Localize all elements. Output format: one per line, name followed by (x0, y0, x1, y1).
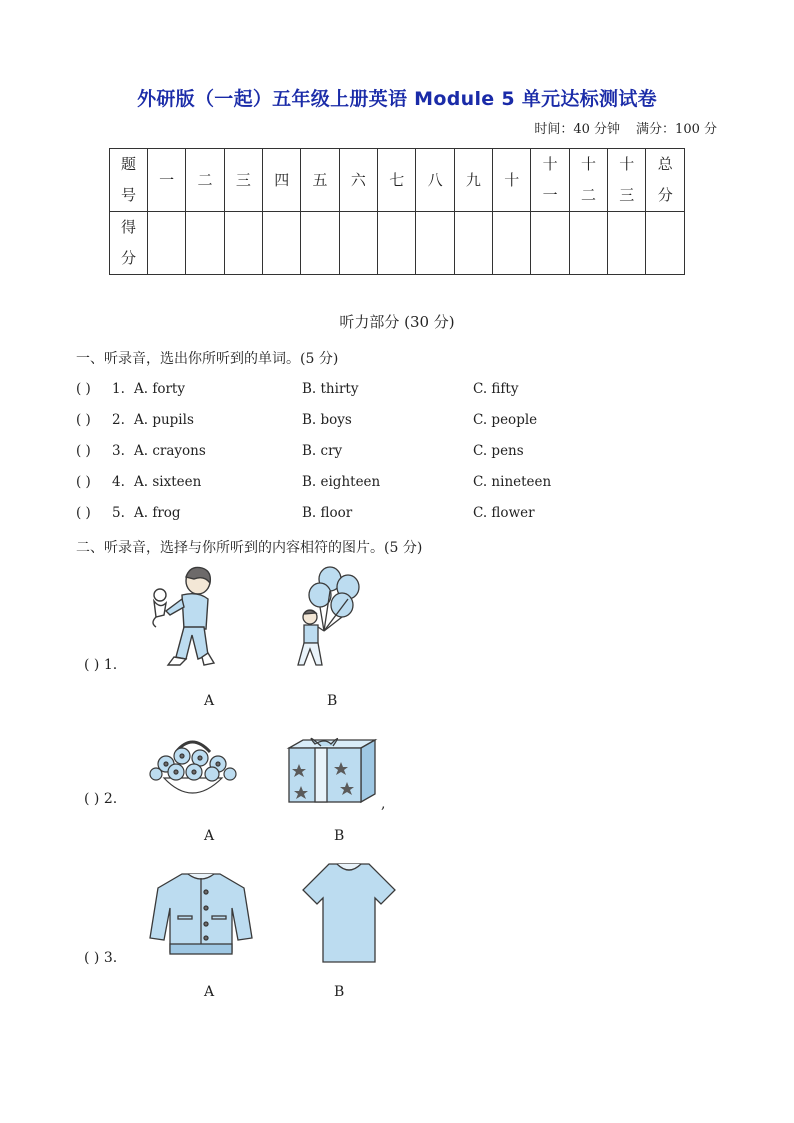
option-b: B. cry (302, 443, 343, 459)
item-number: 1. (103, 657, 118, 673)
item-number: 2. (103, 791, 118, 807)
score-col: 九 (454, 149, 492, 212)
score-col: 十一 (531, 149, 569, 212)
score-cell[interactable] (531, 212, 569, 275)
score-cell[interactable] (263, 212, 301, 275)
option-a-label: A (204, 828, 215, 844)
option-b: B. floor (302, 505, 353, 521)
full-score: 满分：100 分 (636, 122, 717, 137)
trailing-comma: , (381, 796, 386, 812)
boy-with-toy-monkey-illustration[interactable] (146, 565, 226, 673)
page-title: 外研版（一起）五年级上册英语 Module 5 单元达标测试卷 (137, 88, 657, 110)
score-cell[interactable] (608, 212, 646, 275)
score-col: 四 (263, 149, 301, 212)
score-table-header-row (110, 149, 685, 212)
section-heading: 听力部分 (30 分) (339, 313, 455, 331)
score-table-row-label: 题号 (110, 149, 148, 212)
answer-blank[interactable]: ( ) (76, 505, 91, 521)
item-number: 5. (112, 505, 125, 521)
score-col: 二 (186, 149, 224, 212)
option-c: C. fifty (473, 381, 519, 397)
score-cell[interactable] (186, 212, 224, 275)
score-col: 十 (493, 149, 531, 212)
score-col: 八 (416, 149, 454, 212)
t-shirt-illustration[interactable] (299, 860, 399, 966)
option-b-label: B (334, 828, 345, 844)
option-a-label: A (204, 984, 215, 1000)
item-number: 4. (112, 474, 125, 490)
score-cell[interactable] (378, 212, 416, 275)
answer-blank[interactable]: ( ) (76, 412, 91, 428)
item-number: 3. (112, 443, 125, 459)
score-cell[interactable] (569, 212, 607, 275)
flower-basket-illustration[interactable] (142, 734, 242, 804)
option-c: C. pens (473, 443, 524, 459)
score-col: 总分 (646, 149, 685, 212)
score-col: 七 (378, 149, 416, 212)
boy-with-balloons-illustration[interactable] (290, 565, 370, 673)
question-1-heading: 一、听录音，选出你所听到的单词。(5 分) (76, 351, 339, 367)
option-a: A. frog (134, 505, 181, 521)
score-table-score-row (110, 212, 685, 275)
score-table (109, 148, 685, 275)
time-limit: 时间：40 分钟 (534, 122, 621, 137)
score-cell[interactable] (339, 212, 377, 275)
answer-blank[interactable]: ( ) (76, 443, 91, 459)
score-cell[interactable] (454, 212, 492, 275)
option-a: A. crayons (134, 443, 206, 459)
item-number: 3. (103, 950, 118, 966)
score-cell[interactable] (416, 212, 454, 275)
score-col: 六 (339, 149, 377, 212)
option-a: A. sixteen (134, 474, 202, 490)
item-number: 2. (112, 412, 125, 428)
option-a-label: A (204, 693, 215, 709)
score-cell[interactable] (224, 212, 262, 275)
jacket-illustration[interactable] (148, 868, 254, 960)
option-c: C. nineteen (473, 474, 552, 490)
answer-blank[interactable]: ( ) (76, 381, 91, 397)
score-table-row-label: 得分 (110, 212, 148, 275)
score-col: 一 (148, 149, 186, 212)
score-cell[interactable] (646, 212, 685, 275)
gift-box-illustration[interactable] (285, 734, 381, 806)
exam-meta (534, 118, 717, 137)
q1-item (76, 381, 716, 401)
score-cell[interactable] (493, 212, 531, 275)
q1-item (76, 412, 716, 432)
option-c: C. flower (473, 505, 535, 521)
answer-blank[interactable]: ( ) (76, 474, 91, 490)
item-number: 1. (112, 381, 125, 397)
q2-item-3-prefix (84, 950, 117, 966)
score-cell[interactable] (148, 212, 186, 275)
option-b: B. boys (302, 412, 352, 428)
score-col: 十三 (608, 149, 646, 212)
option-a: A. forty (134, 381, 185, 397)
q2-item-1-prefix (84, 657, 117, 673)
q1-item (76, 474, 716, 494)
option-a: A. pupils (134, 412, 194, 428)
score-col: 三 (224, 149, 262, 212)
option-b: B. eighteen (302, 474, 381, 490)
score-col: 五 (301, 149, 339, 212)
answer-blank[interactable]: ( ) (84, 950, 100, 966)
answer-blank[interactable]: ( ) (84, 657, 100, 673)
q1-item (76, 443, 716, 463)
option-b: B. thirty (302, 381, 359, 397)
option-b-label: B (334, 984, 345, 1000)
q1-item (76, 505, 716, 525)
score-cell[interactable] (301, 212, 339, 275)
answer-blank[interactable]: ( ) (84, 791, 100, 807)
option-c: C. people (473, 412, 538, 428)
q2-item-2-prefix (84, 791, 117, 807)
option-b-label: B (327, 693, 338, 709)
question-2-heading: 二、听录音，选择与你所听到的内容相符的图片。(5 分) (76, 540, 423, 556)
score-col: 十二 (569, 149, 607, 212)
